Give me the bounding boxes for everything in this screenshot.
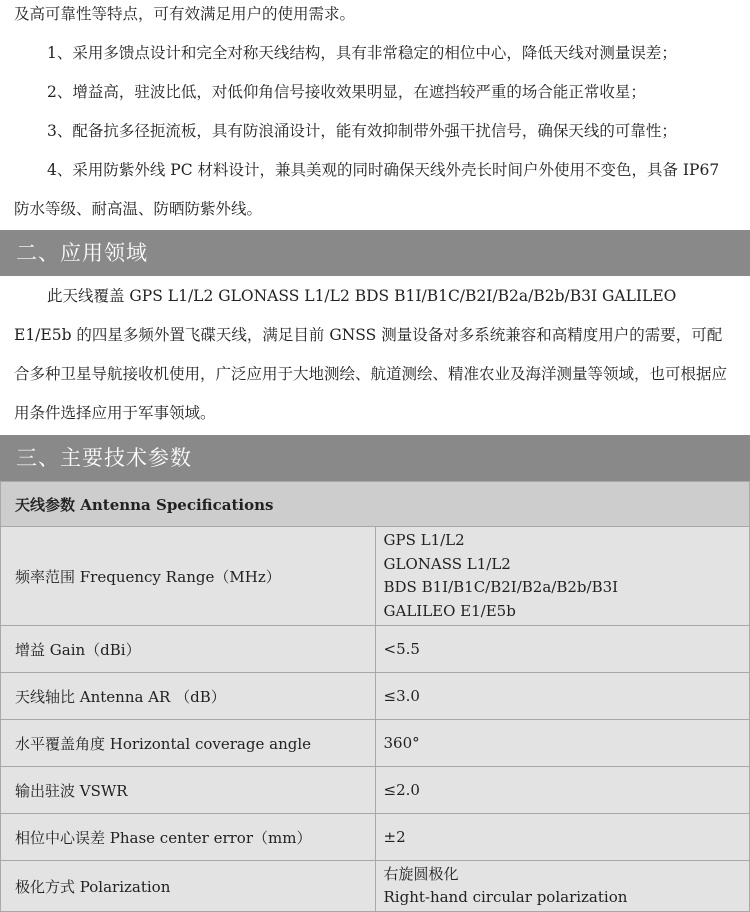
intro-section — [0, 0, 750, 229]
row-label: 输出驻波 VSWR — [1, 767, 376, 814]
row-value — [375, 861, 750, 912]
feature-item-1: 1、采用多馈点设计和完全对称天线结构，具有非常稳定的相位中心，降低天线对测量误差； — [47, 44, 677, 62]
section-heading-applications: 二、应用领域 — [0, 230, 750, 276]
value-line: 右旋圆极化 — [383, 864, 459, 883]
table-row — [1, 814, 750, 861]
value-line: GPS L1/L2 — [383, 531, 465, 549]
row-label: 天线轴比 Antenna AR （dB） — [1, 673, 376, 720]
table-header-cell: 天线参数 Antenna Specifications — [1, 482, 750, 527]
table-row — [1, 767, 750, 814]
feature-item-4: 4、采用防紫外线 PC 材料设计，兼具美观的同时确保天线外壳长时间户外使用不变色，具备 IP67 防水等级、耐高温、防晒防紫外线。 — [14, 161, 720, 218]
row-value: ≤3.0 — [375, 673, 750, 720]
intro-paragraph: 及高可靠性等特点，可有效满足用户的使用需求。 — [14, 5, 356, 23]
table-header-row — [1, 482, 750, 527]
section-heading-specs: 三、主要技术参数 — [0, 435, 750, 481]
applications-paragraph: 此天线覆盖 GPS L1/L2 GLONASS L1/L2 BDS B1I/B1C/B2I/B2a/B2b/B3I GALILEO E1/E5b 的四星多频外置飞碟天线，满足目前 GNSS 测量设备对多系统兼容和高精度用户的需要，可配合多种卫星导航接收机使用，广泛应用于大地测绘、航道测绘、精准农业及海洋测量等领域，也可根据应用条件选择应用于军事领域。 — [14, 287, 728, 422]
feature-item-3: 3、配备抗多径扼流板，具有防浪涌设计，能有效抑制带外强干扰信号，确保天线的可靠性； — [47, 122, 677, 140]
table-row — [1, 527, 750, 626]
row-value: <5.5 — [375, 626, 750, 673]
table-row — [1, 861, 750, 912]
row-value: ±2 — [375, 814, 750, 861]
value-line: GALILEO E1/E5b — [383, 601, 516, 620]
row-value: 360° — [375, 720, 750, 767]
table-row — [1, 720, 750, 767]
row-label: 极化方式 Polarization — [1, 861, 376, 912]
row-label: 增益 Gain（dBi） — [1, 626, 376, 673]
feature-item-2: 2、增益高，驻波比低，对低仰角信号接收效果明显，在遮挡较严重的场合能正常收星； — [47, 83, 646, 101]
row-value: ≤2.0 — [375, 767, 750, 814]
row-label: 频率范围 Frequency Range（MHz） — [1, 527, 376, 626]
spec-table — [0, 481, 750, 912]
value-line: Right-hand circular polarization — [383, 888, 628, 906]
row-label: 相位中心误差 Phase center error（mm） — [1, 814, 376, 861]
value-line: BDS B1I/B1C/B2I/B2a/B2b/B3I — [383, 578, 619, 596]
row-value — [375, 527, 750, 626]
table-row — [1, 673, 750, 720]
table-row — [1, 626, 750, 673]
value-line: GLONASS L1/L2 — [383, 554, 511, 573]
row-label: 水平覆盖角度 Horizontal coverage angle — [1, 720, 376, 767]
